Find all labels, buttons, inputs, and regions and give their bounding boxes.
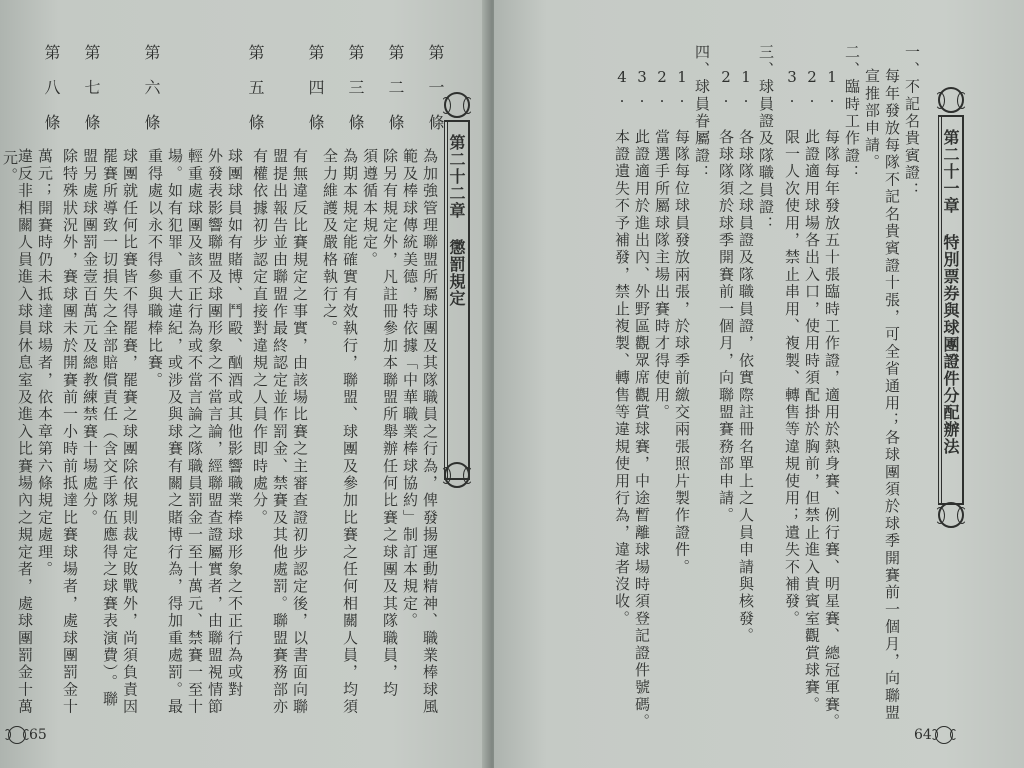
list-item-text: 每年發放每隊不記名貴賓證十張，可全省通用；各球團須於球季開賽前一個月，向聯盟 bbox=[883, 68, 901, 722]
article-text-line: 全力維護及嚴格執行之。 bbox=[321, 148, 339, 338]
baseball-icon bbox=[8, 726, 26, 744]
article-text-line: 重得處以永不得參與職棒比賽。 bbox=[146, 148, 164, 389]
article-label: 第三條 bbox=[346, 44, 365, 149]
article-text-line: 須遵循本規定。 bbox=[361, 148, 379, 269]
right-page bbox=[494, 0, 1024, 768]
baseball-icon bbox=[444, 92, 470, 118]
list-item-text: 2. 當選手所屬球隊主場出賽時才得使用。 bbox=[653, 68, 671, 421]
article-label: 第一條 bbox=[426, 44, 445, 149]
section-heading: 二、臨時工作證： bbox=[843, 44, 861, 182]
list-item-text: 4. 本證遺失不予補發，禁止複製、轉售等違規使用行為，違者沒收。 bbox=[613, 68, 631, 628]
article-text-line: 盟提出報告並由聯盟作最終認定並作罰金、禁賽及其他處罰。聯盟賽務部亦 bbox=[271, 148, 289, 716]
article-text-line: 有權依據初步認定直接對違規之人員作即時處分。 bbox=[251, 148, 269, 527]
article-text-line: 盟另處球團罰金壹百萬元及總教練禁賽十場處分。 bbox=[81, 148, 99, 527]
article-label: 第六條 bbox=[142, 44, 161, 149]
article-text-line: 為期本規定能確實有效執行，聯盟、球團及參加比賽之任何相關人員，均須 bbox=[341, 148, 359, 716]
article-text-line: 有無違反比賽規定之事實，由該場比賽之主審查證初步認定後，以書面向聯 bbox=[291, 148, 309, 716]
list-item-text: 1. 每隊每位球員發放兩張，於球季前繳交兩張照片製作證件。 bbox=[673, 68, 691, 576]
article-text-line: 球團就任何比賽皆不得罷賽，罷賽之球團除依規則裁定敗戰外，尚須負責因 bbox=[121, 148, 139, 716]
article-label: 第五條 bbox=[246, 44, 265, 149]
article-text-line: 範及棒球傳統美德，特依據「中華職業棒球協約」制訂本規定。 bbox=[401, 148, 419, 630]
article-label: 第四條 bbox=[306, 44, 325, 149]
article-text-line: 為加強管理聯盟所屬球團及其隊職員之行為，俾發揚運動精神、職業棒球風 bbox=[421, 148, 439, 716]
page-number-text: 65 bbox=[29, 727, 47, 743]
article-text-line: 場。如有犯罪、重大違紀，或涉及與球賽有關之賭博行為，得加重處罰。最 bbox=[166, 148, 184, 716]
list-item-text: 1. 每隊每年發放五十張臨時工作證，適用於熱身賽、例行賽、明星賽、總冠軍賽。 bbox=[823, 68, 841, 731]
article-text-line: 外發表影響聯盟及球團形象之不當言論，經聯盟查證屬實者，由聯盟視情節 bbox=[206, 148, 224, 716]
article-text-line: 違反非相關人員進入球員休息室及進入比賽場內之規定者，處球團罰金十萬 bbox=[16, 148, 34, 716]
article-text-line: 罷賽所導致一切損失之全部賠償責任（含交手隊伍應得之球賽表演費）。聯 bbox=[101, 148, 119, 709]
baseball-icon bbox=[938, 87, 964, 113]
list-item-text: 3. 此證適用於進出內、外野區觀眾席觀賞球賽，中途暫離球場時須登記證件號碼。 bbox=[633, 68, 651, 731]
section-heading: 四、球員眷屬證： bbox=[693, 44, 711, 182]
chapter-heading-box bbox=[938, 115, 964, 505]
article-label: 第八條 bbox=[42, 44, 61, 149]
article-text-line: 元。 bbox=[1, 150, 19, 185]
chapter-title: 第二十二章 懲罰規定 bbox=[447, 134, 466, 307]
page-number bbox=[8, 726, 47, 744]
list-item-text: 宣推部申請。 bbox=[863, 68, 881, 172]
article-label: 第二條 bbox=[386, 44, 405, 149]
chapter-heading-box bbox=[444, 120, 470, 480]
list-item-text: 2. 各球隊須於球季開賽前一個月，向聯盟賽務部申請。 bbox=[717, 68, 735, 525]
page-number-text: 64 bbox=[914, 727, 932, 743]
chapter-title: 第二十一章 特別票券與球團證件分配辦法 bbox=[941, 129, 960, 455]
baseball-icon bbox=[444, 462, 470, 488]
section-heading: 三、球員證及隊職員證： bbox=[757, 44, 775, 234]
article-text-line: 除特殊狀況外，賽球團未於開賽前一小時前抵達比賽球場者，處球團罰金十 bbox=[61, 148, 79, 716]
baseball-icon bbox=[938, 502, 964, 528]
baseball-icon bbox=[935, 726, 953, 744]
left-page bbox=[0, 0, 490, 768]
article-label: 第七條 bbox=[82, 44, 101, 149]
list-item-text: 3. 限一人次使用，禁止串用、複製、轉售等違規使用；遺失不補發。 bbox=[783, 68, 801, 628]
section-heading: 一、不記名貴賓證： bbox=[903, 44, 921, 199]
list-item-text: 1. 各球隊之球員證及隊職員證，依實際註冊名單上之人員申請與核發。 bbox=[737, 68, 755, 645]
article-text-line: 輕重處球團及該不正行為或不當言論之隊職員罰金一至十萬元、禁賽一至十 bbox=[186, 148, 204, 716]
article-text-line: 除另有規定外，凡註冊參加本聯盟所舉辦任何比賽之球團及其隊職員，均 bbox=[381, 148, 399, 699]
list-item-text: 2. 此證適用球場各出入口，使用時須配掛於胸前，但禁止進入貴賓室觀賞球賽。 bbox=[803, 68, 821, 714]
article-text-line: 萬元；開賽時仍未抵達球場者，依本章第六條規定處理。 bbox=[36, 148, 54, 578]
article-text-line: 球團球員如有賭博、鬥毆、酗酒或其他影響職業棒球形象之不正行為或對 bbox=[226, 148, 244, 699]
page-number bbox=[914, 726, 953, 744]
